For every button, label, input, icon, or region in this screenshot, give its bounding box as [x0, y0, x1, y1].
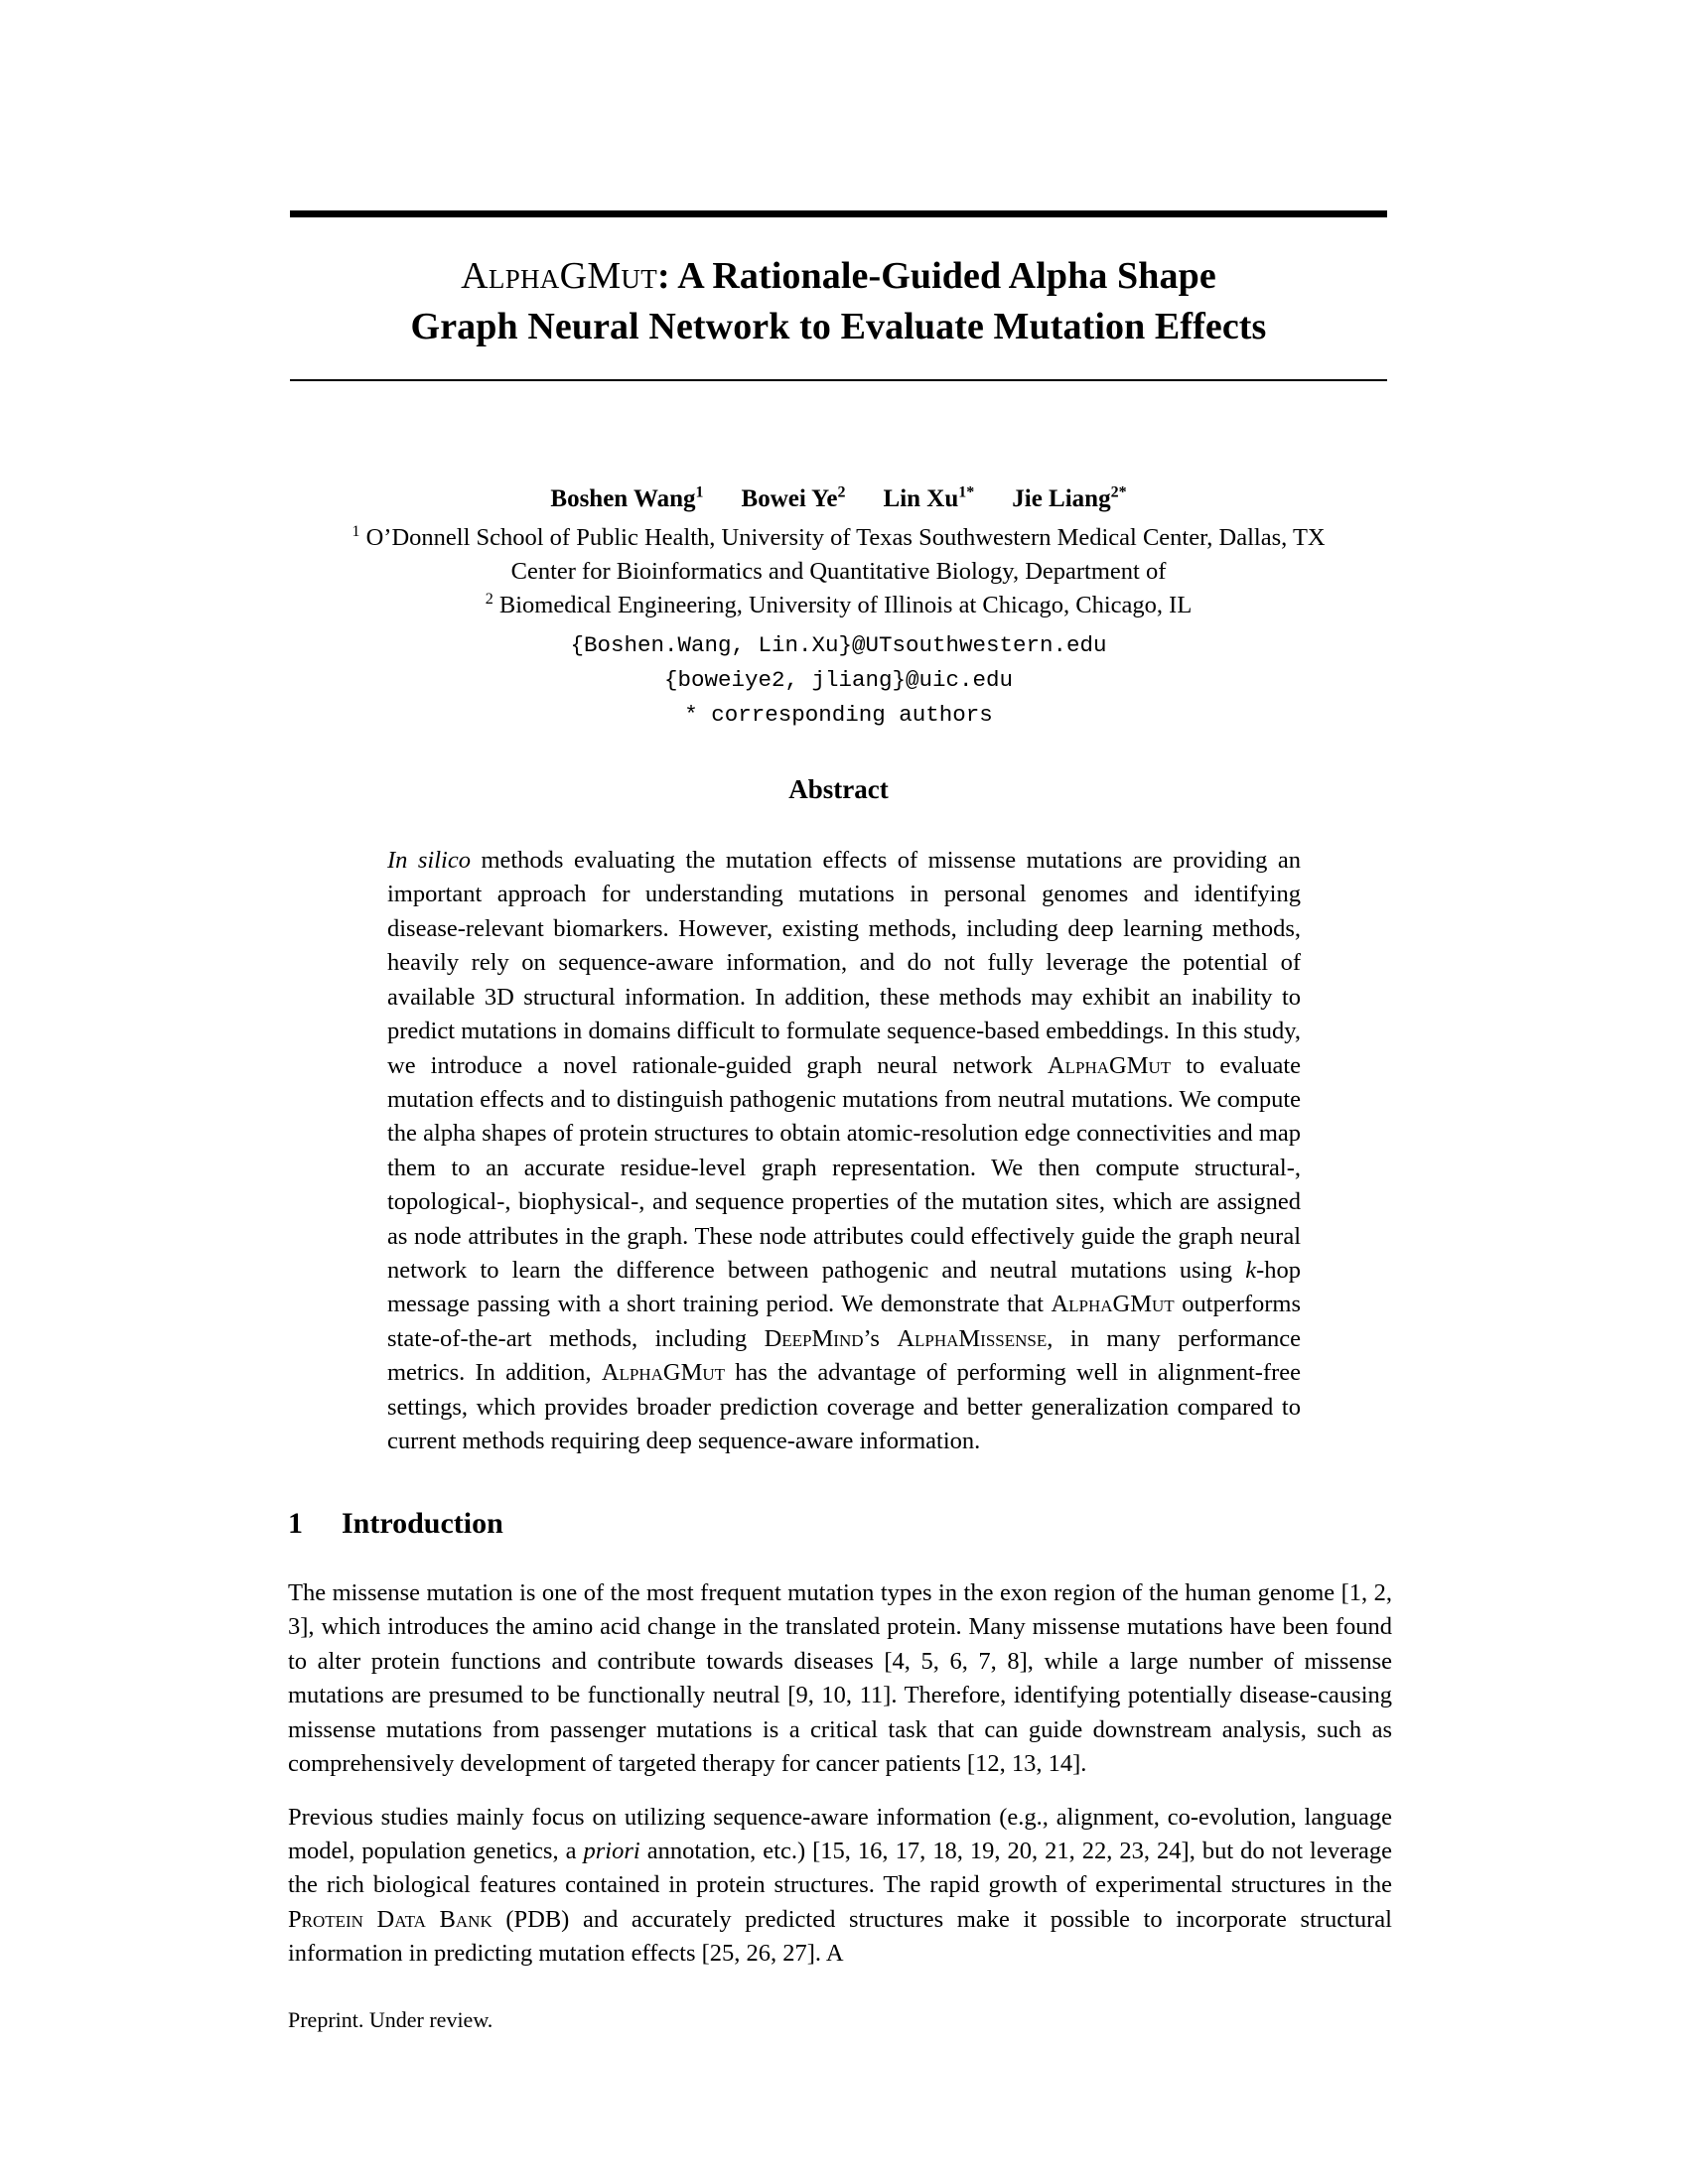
- introduction-body: [288, 1576, 1392, 1972]
- header-rule-thick: [290, 210, 1387, 217]
- abstract-heading: Abstract: [788, 774, 889, 804]
- author-3: [884, 483, 975, 516]
- affiliation-1-text: O’Donnell School of Public Health, University of Texas Southwestern Medical Center, Dallas, TX: [365, 524, 1326, 551]
- title-line-1-rest: : A Rationale-Guided Alpha Shape: [657, 255, 1216, 297]
- author-list: [290, 483, 1387, 516]
- email-line-1: {Boshen.Wang, Lin.Xu}@UTsouthwestern.edu: [570, 632, 1107, 658]
- author-1: [550, 483, 703, 516]
- abstract-paragraph: [387, 844, 1301, 1459]
- title-line-1: [308, 251, 1369, 302]
- abstract-seg-e: outperforms state-of-the-art methods, including: [387, 1291, 1302, 1352]
- email-line-2: {boweiye2, jliang}@uic.edu: [663, 666, 1014, 693]
- affiliation-3-marker: 2: [485, 590, 493, 608]
- affiliation-1: [240, 521, 1437, 555]
- author-1-name: Boshen Wang: [550, 485, 696, 512]
- affiliation-3: [240, 589, 1437, 622]
- intro-paragraph-1: The missense mutation is one of the most frequent mutation types in the exon region of the human genome [1, 2, 3], which introduces the amino acid change in the translated protein. Many missense mutations have been found to alter protein functions and contribute towards diseases [4, 5, 6, 7, 8], while a large number of missense mutations are presumed to be functionally neutral [9, 10, 11]. Therefore, identifying potentially disease-causing missense mutations from passenger mutations is a critical task that can guide downstream analysis, such as comprehensively development of targeted therapy for cancer patients [12, 13, 14].: [288, 1579, 1392, 1778]
- intro-p2-seg-a: Previous studies mainly focus on utilizing sequence-aware information (e.g., alignment, co-evolution, language model, population genetics, a: [288, 1803, 1392, 1864]
- section-title: Introduction: [342, 1507, 503, 1540]
- abstract-seg-b: methods evaluating the mutation effects of missense mutations are providing an important approach for understanding mutations in personal genomes and identifying disease-relevant biomarkers. However, existing methods, including deep learning methods, heavily rely on sequence-aware information, and do not fully leverage the potential of available 3D structural information. In addition, these methods may exhibit an inability to predict mutations in domains difficult to formulate sequence-based embeddings. In this study, we introduce a novel rationale-guided graph neural network: [387, 847, 1301, 1079]
- intro-a-priori: priori: [583, 1837, 640, 1864]
- footer-note: Preprint. Under review.: [288, 2007, 493, 2032]
- intro-protein-data-bank: Protein Data Bank: [288, 1905, 492, 1933]
- section-number: 1: [288, 1507, 303, 1540]
- abstract-alphagmut-2: AlphaGMut: [1051, 1291, 1175, 1318]
- abstract-seg-d: -hop message passing with a short training period. We demonstrate that: [387, 1257, 1301, 1318]
- abstract-alphagmut-3: AlphaGMut: [601, 1359, 726, 1387]
- abstract-seg-h: has the advantage of performing well in alignment-free settings, which provides broader prediction coverage and better generalization compared to current methods requiring deep sequence-aware information.: [387, 1359, 1301, 1455]
- intro-p2-seg-c: (PDB) and accurately predicted structures make it possible to incorporate structural information in predicting mutation effects [25, 26, 27]. A: [288, 1905, 1392, 1968]
- abstract-in-silico: In silico: [387, 847, 471, 874]
- title-line-2: Graph Neural Network to Evaluate Mutation Effects: [410, 305, 1267, 347]
- abstract-alphagmut-1: AlphaGMut: [1047, 1051, 1172, 1079]
- intro-p2-seg-b: annotation, etc.) [15, 16, 17, 18, 19, 20, 21, 22, 23, 24], but do not leverage the rich biological features contained in protein structures. The rapid growth of experimental structures in the: [288, 1837, 1392, 1899]
- author-2-affiliation-marker: 2: [837, 483, 846, 501]
- abstract-alphamissense: AlphaMissense: [897, 1324, 1048, 1352]
- abstract-body: [387, 844, 1301, 1459]
- affiliation-3-text: Biomedical Engineering, University of Illinois at Chicago, Chicago, IL: [498, 592, 1193, 619]
- contact-emails: [240, 628, 1437, 733]
- affiliation-2: [240, 555, 1437, 589]
- author-3-name: Lin Xu: [883, 485, 959, 512]
- author-2-name: Bowei Ye: [741, 485, 838, 512]
- page-title: [290, 217, 1387, 379]
- abstract-deepmind: DeepMind: [764, 1324, 864, 1352]
- title-model-name: AlphaGMut: [461, 255, 658, 297]
- intro-paragraph-2: [288, 1801, 1392, 1972]
- abstract-seg-c: to evaluate mutation effects and to distinguish pathogenic mutations from neutral mutations. We compute the alpha shapes of protein structures to obtain atomic-resolution edge connectivities and map them to an accurate residue-level graph representation. We then compute structural-, topological-, biophysical-, and sequence properties of the mutation sites, which are assigned as node attributes in the graph. These node attributes could effectively guide the graph neural network to learn the difference between pathogenic and neutral mutations using: [387, 1051, 1301, 1285]
- abstract-seg-g: , in many performance metrics. In addition,: [387, 1324, 1301, 1387]
- author-4-affiliation-marker: 2*: [1110, 483, 1127, 501]
- section-heading-introduction: [288, 1507, 503, 1541]
- corresponding-author-note: * corresponding authors: [684, 701, 993, 728]
- title-block: [290, 210, 1387, 381]
- affiliation-list: [240, 521, 1437, 622]
- author-2: [742, 483, 846, 516]
- author-3-affiliation-marker: 1*: [958, 483, 975, 501]
- header-rule-thin: [290, 379, 1387, 381]
- affiliation-1-marker: 1: [352, 522, 360, 540]
- affiliation-2-text: Center for Bioinformatics and Quantitative Biology, Department of: [510, 558, 1167, 586]
- abstract-seg-f: ’s: [863, 1324, 898, 1352]
- author-4-name: Jie Liang: [1012, 485, 1111, 512]
- author-4: [1012, 483, 1126, 516]
- author-1-affiliation-marker: 1: [695, 483, 704, 501]
- abstract-k-variable: k: [1245, 1257, 1257, 1285]
